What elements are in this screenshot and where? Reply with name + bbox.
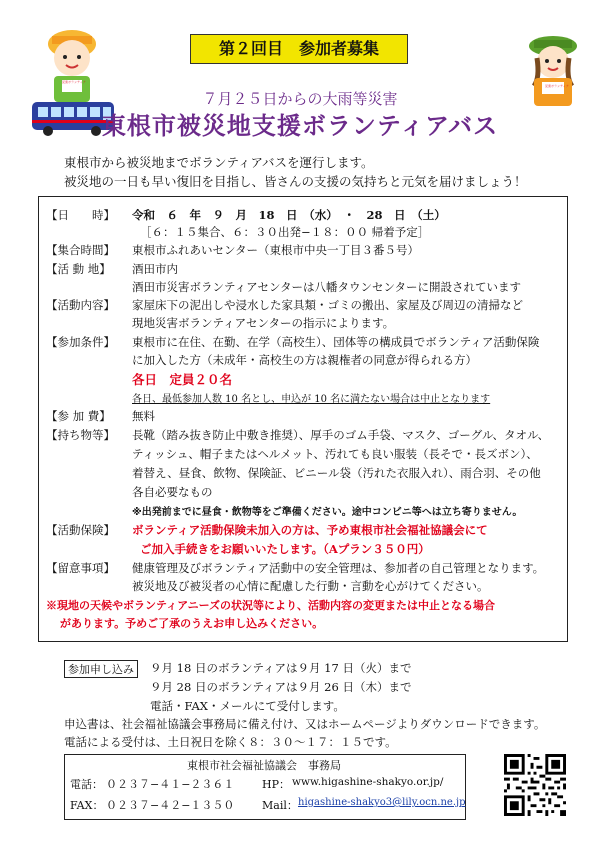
place-label: 【活 動 地】 xyxy=(46,262,111,276)
insurance-label: 【活動保険】 xyxy=(46,523,115,537)
items-value-2: ティッシュ、帽子またはヘルメット、汚れても良い服装（長そで・長ズボン）、 xyxy=(132,447,538,461)
tel-number: ０２３７−４１−２３６１ xyxy=(106,778,235,791)
apply-line-4: 申込書は、社会福祉協議会事務局に備え付け、又はホームページよりダウンロードできます。 xyxy=(64,717,546,731)
condition-capacity: 各日 定員２０名 xyxy=(132,372,233,387)
date-value: 令和 ６ 年 ９ 月 18 日 （水） ・ 28 日 （土） xyxy=(132,208,446,222)
items-note: ※出発前までに昼食・飲物等をご準備ください。途中コンビニ等へは立ち寄りません。 xyxy=(132,507,523,518)
condition-label: 【参加条件】 xyxy=(46,335,115,349)
date-label: 【日 時】 xyxy=(46,208,115,222)
tel-label: 電話： xyxy=(70,778,103,791)
condition-value-1: 東根市に在住、在勤、在学（高校生）、団体等の構成員でボランティア活動保険 xyxy=(132,335,540,349)
warning-line-1: ※現地の天候やボランティアニーズの状況等により、活動内容の変更または中止となる場合 xyxy=(46,599,496,612)
fax-label: FAX： xyxy=(70,799,104,812)
apply-line-2: ９月 28 日のボランティアは９月 26 日（木）まで xyxy=(150,680,412,694)
items-value-4: 各自必要なもの xyxy=(132,485,213,499)
page-title: 東根市被災地支援ボランティアバス xyxy=(101,112,499,140)
work-value-1: 家屋床下の泥出しや浸水した家具類・ゴミの搬出、家屋及び周辺の清掃など xyxy=(132,298,523,312)
items-value-1: 長靴（踏み抜き防止中敷き推奨）、厚手のゴム手袋、マスク、ゴーグル、タオル、 xyxy=(132,428,550,442)
mail-label: Mail： xyxy=(262,799,298,812)
mascot-left-badge: 災害ボランティア xyxy=(62,80,86,84)
hp-link[interactable]: www.higashine-shakyo.or.jp/ xyxy=(292,776,444,788)
apply-label: 参加申し込み xyxy=(64,660,138,678)
mascot-right-badge: 災害ボランティア xyxy=(545,84,569,88)
work-value-2: 現地災害ボランティアセンターの指示によります。 xyxy=(132,316,395,330)
work-label: 【活動内容】 xyxy=(46,298,115,312)
event-subtitle: ７月２５日からの大雨等災害 xyxy=(202,90,398,108)
hp-label: HP： xyxy=(262,778,290,791)
apply-line-5: 電話による受付は、土日祝日を除く８：３０〜１７：１５です。 xyxy=(64,735,397,749)
intro-line-2: 被災地の一日も早い復旧を目指し、皆さんの支援の気持ちと元気を届けましょう！ xyxy=(64,174,527,189)
items-value-3: 着替え、昼食、飲物、保険証、ビニール袋（汚れた衣服入れ）、雨合羽、その他 xyxy=(132,466,541,480)
meet-label: 【集合時間】 xyxy=(46,243,115,257)
fee-value: 無料 xyxy=(132,409,155,423)
fee-label: 【参 加 費】 xyxy=(46,409,111,423)
insurance-value-1: ボランティア活動保険未加入の方は、予め東根市社会福祉協議会にて xyxy=(132,523,488,537)
intro-line-1: 東根市から被災地までボランティアバスを運行します。 xyxy=(64,155,374,170)
contact-org: 東根市社会福祉協議会 事務局 xyxy=(187,759,341,772)
condition-minimum: 各日、最低参加人数 10 名とし、申込が 10 名に満たない場合は中止となります xyxy=(132,394,491,405)
recruitment-banner: 第２回目 参加者募集 xyxy=(190,34,408,64)
apply-line-1: ９月 18 日のボランティアは９月 17 日（火）まで xyxy=(150,661,412,675)
qr-code-image xyxy=(504,754,566,816)
meet-value: 東根市ふれあいセンター（東根市中央一丁目３番５号） xyxy=(132,243,420,257)
condition-value-2: に加入した方（未成年・高校生の方は親権者の同意が得られる方） xyxy=(132,353,477,367)
notes-value-2: 被災地及び被災者の心情に配慮した行動・言動を心がけてください。 xyxy=(132,579,489,593)
place-sub: 酒田市災害ボランティアセンターは八幡タウンセンターに開設されています xyxy=(132,280,522,294)
items-label: 【持ち物等】 xyxy=(46,428,115,442)
mail-link[interactable]: higashine-shakyo3@lily.ocn.ne.jp xyxy=(298,797,466,808)
date-sub: ［６：１５集合、６：３０出発−１８：００ 帰着予定］ xyxy=(140,225,430,239)
notes-label: 【留意事項】 xyxy=(46,561,115,575)
insurance-value-2: ご加入手続きをお願いいたします。（Aプラン３５０円） xyxy=(140,542,430,556)
notes-value-1: 健康管理及びボランティア活動中の安全管理は、参加者の自己管理となります。 xyxy=(132,561,545,575)
fax-number: ０２３７−４２−１３５０ xyxy=(106,799,235,812)
warning-line-2: があります。予めご了承のうえお申し込みください。 xyxy=(60,617,324,630)
apply-line-3: 電話・FAX・メールにて受付します。 xyxy=(150,699,345,713)
place-value: 酒田市内 xyxy=(132,262,178,276)
